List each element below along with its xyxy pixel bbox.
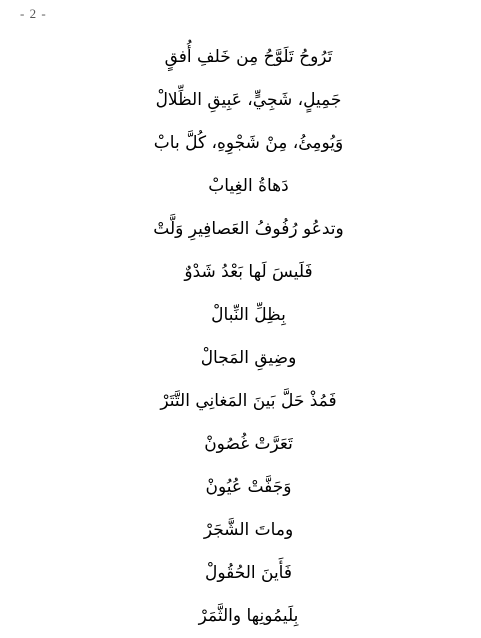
- poem-line: وضِيقِ المَجالْ: [200, 348, 297, 368]
- poem-line: وَيُومِئُ، مِنْ شَجْوِهِ، كُلَّ بابْ: [153, 133, 344, 153]
- poem-line: وَجَفَّتْ عُيُونْ: [205, 477, 292, 497]
- poem-line: بِظِلِّ النِّبالْ: [211, 305, 286, 325]
- poem-line: وماتَ الشَّجَرْ: [203, 520, 294, 540]
- poem-line: تَرُوحُ تَلَوَّحُ مِن خَلفِ أُفقٍ: [164, 47, 333, 67]
- poem-line: وتدعُو رُفُوفُ العَصافِيرِ وَلَّتْ: [153, 219, 344, 239]
- poem-line: فَلَيسَ لَها بَعْدُ شَدْوٌ: [184, 262, 313, 282]
- page-number: - 2 -: [20, 6, 47, 21]
- poem-line: فَأَينَ الحُقُولْ: [205, 563, 292, 583]
- poem-line: دَهاةُ الغِيابْ: [208, 176, 289, 196]
- poem-line: جَمِيلٍ، شَجِيٍّ، عَبِيقِ الظِّلالْ: [155, 90, 342, 110]
- poem-line: فَمُذْ حَلَّ بَينَ المَغانِي التَّتَرْ: [160, 391, 337, 411]
- poem: [0, 36, 481, 638]
- poem-line: بِلَيمُونِها والثَّمَرْ: [198, 606, 299, 626]
- poem-line: تَعَرَّتْ غُصُونْ: [204, 434, 293, 454]
